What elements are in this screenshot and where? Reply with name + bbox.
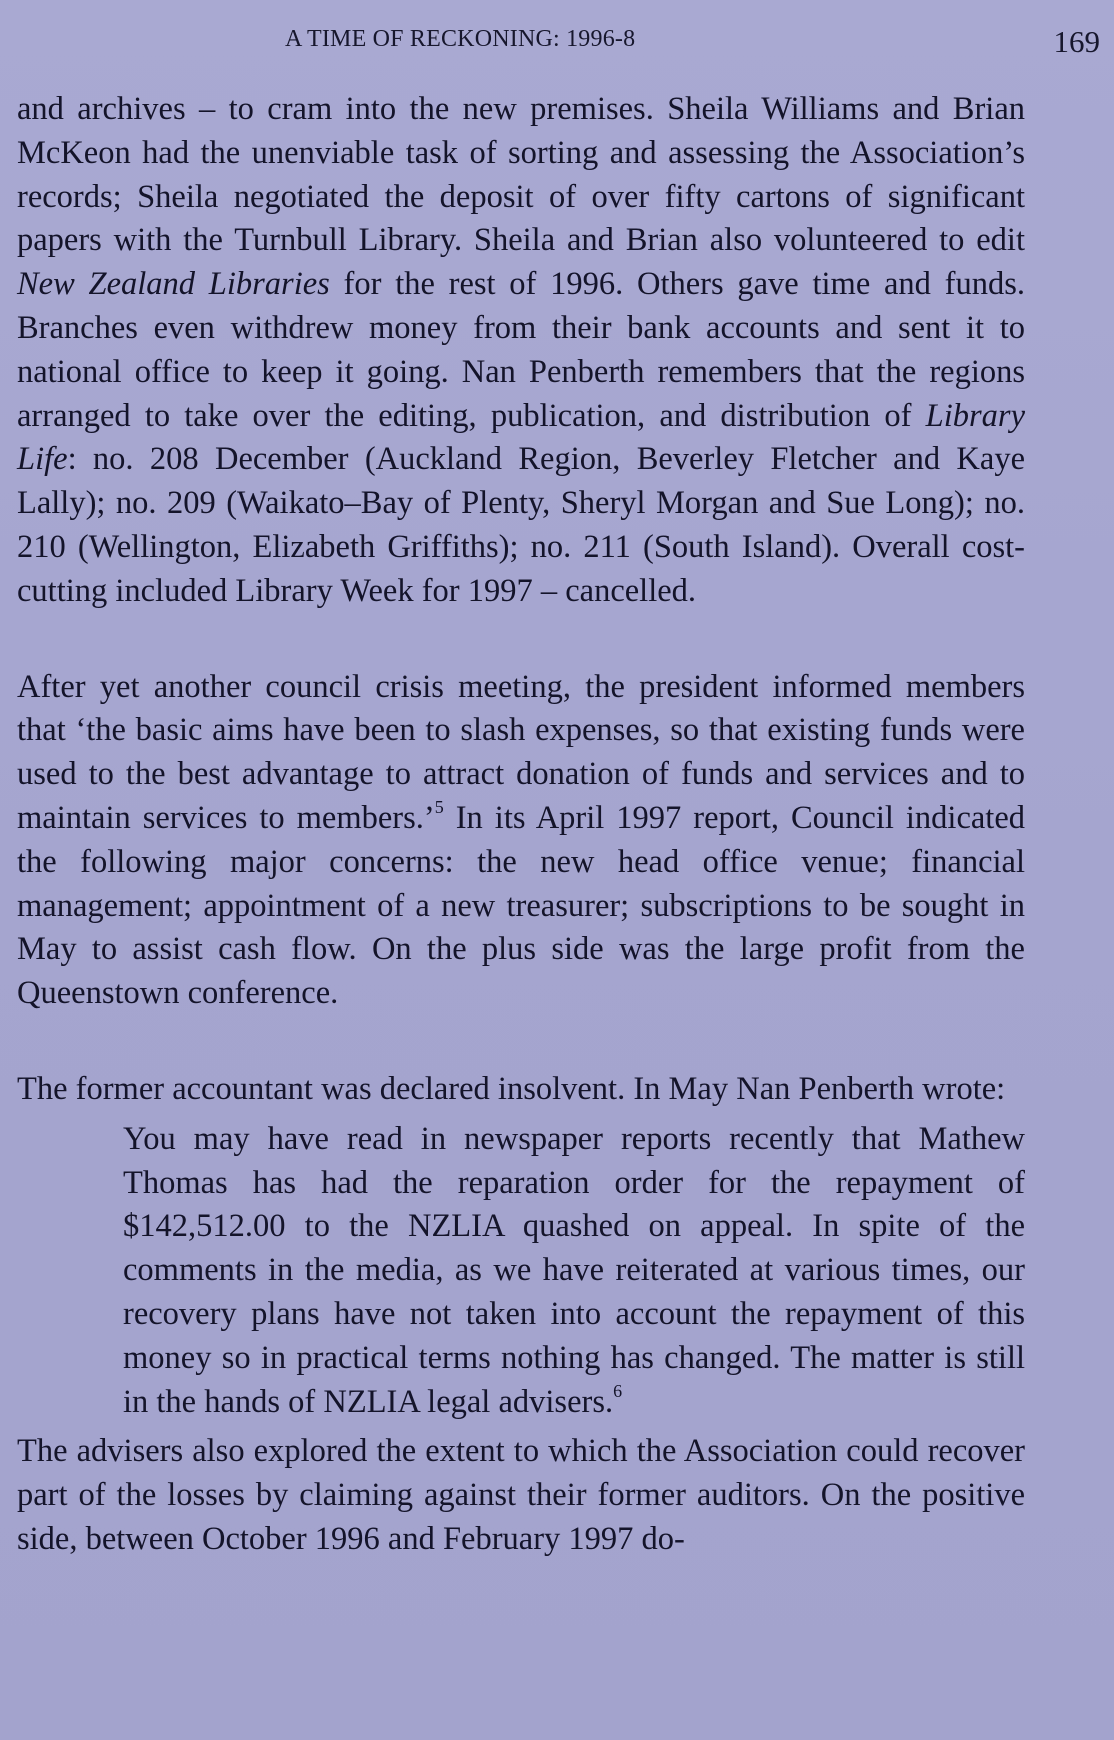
paragraph-spacer: [17, 614, 1025, 666]
body-text: [17, 88, 1025, 1562]
running-title: A TIME OF RECKONING: 1996-8: [285, 26, 636, 52]
para1-text-1: and archives – to cram into the new premises. Sheila Williams and Brian McKeon had the unenviable task of sorting and assessing the Association’s records; Sheila negotiated the deposit of over fifty cartons of significant papers with the Turnbull Library. Sheila and Brian also volunteered to edit: [17, 91, 1025, 259]
journal-title-new-zealand-libraries: New Zealand Libraries: [17, 266, 330, 303]
paragraph-archives: [17, 88, 1025, 614]
paragraph-spacer: [17, 1016, 1025, 1068]
paragraph-accountant: The former accountant was declared insolvent. In May Nan Penberth wrote:: [17, 1070, 1006, 1107]
footnote-ref-5: 5: [434, 796, 444, 817]
para2-text-1: After yet another council crisis meeting, the president informed members that ‘the basic aims have been to slash expenses, so that existing funds were used to the best advantage to attract donation of funds and services and to maintain services to members.’: [17, 668, 1025, 836]
journal-title-library-life: Library Life: [17, 397, 1025, 478]
para1-text-2: for the rest of 1996. Others gave time and funds. Branches even withdrew money from their bank accounts and sent it to national office to keep it going. Nan Penberth remembers that the regions arranged to take over the editing, publication, and distribution of: [17, 266, 1026, 434]
para1-text-3: : no. 208 December (Auckland Region, Beverley Fletcher and Kaye Lally); no. 209 (Waikato–Bay of Plenty, Sheryl Morgan and Sue Long); no. 210 (Wellington, Elizabeth Griffiths); no. 211 (South Island). Overall cost-cutting included Library Week for 1997 – cancelled.: [17, 441, 1025, 609]
paragraph-advisers: The advisers also explored the extent to which the Association could recover part of the losses by claiming against their former auditors. On the positive side, between October 1996 and February 1997 do-: [17, 1433, 1025, 1557]
running-head: [0, 22, 1114, 62]
page-number: 169: [1053, 24, 1100, 59]
quote-text: You may have read in newspaper reports recently that Mathew Thomas has had the reparation order for the repayment of $142,512.00 to the NZLIA quashed on appeal. In spite of the comments in the media, as we have reiterated at various times, our recovery plans have not taken into account the repayment of this money so in practical terms nothing has changed. The matter is still in the hands of NZLIA legal advisers.: [123, 1120, 1025, 1420]
paragraph-council-crisis: [17, 666, 1025, 1016]
footnote-ref-6: 6: [613, 1380, 623, 1401]
para2-text-2: In its April 1997 report, Council indicated the following major concerns: the new head office venue; financial management; appointment of a new treasurer; subscriptions to be sought in May to assist cash flow. On the plus side was the large profit from the Queenstown conference.: [17, 799, 1026, 1012]
block-quote: [123, 1118, 1025, 1425]
